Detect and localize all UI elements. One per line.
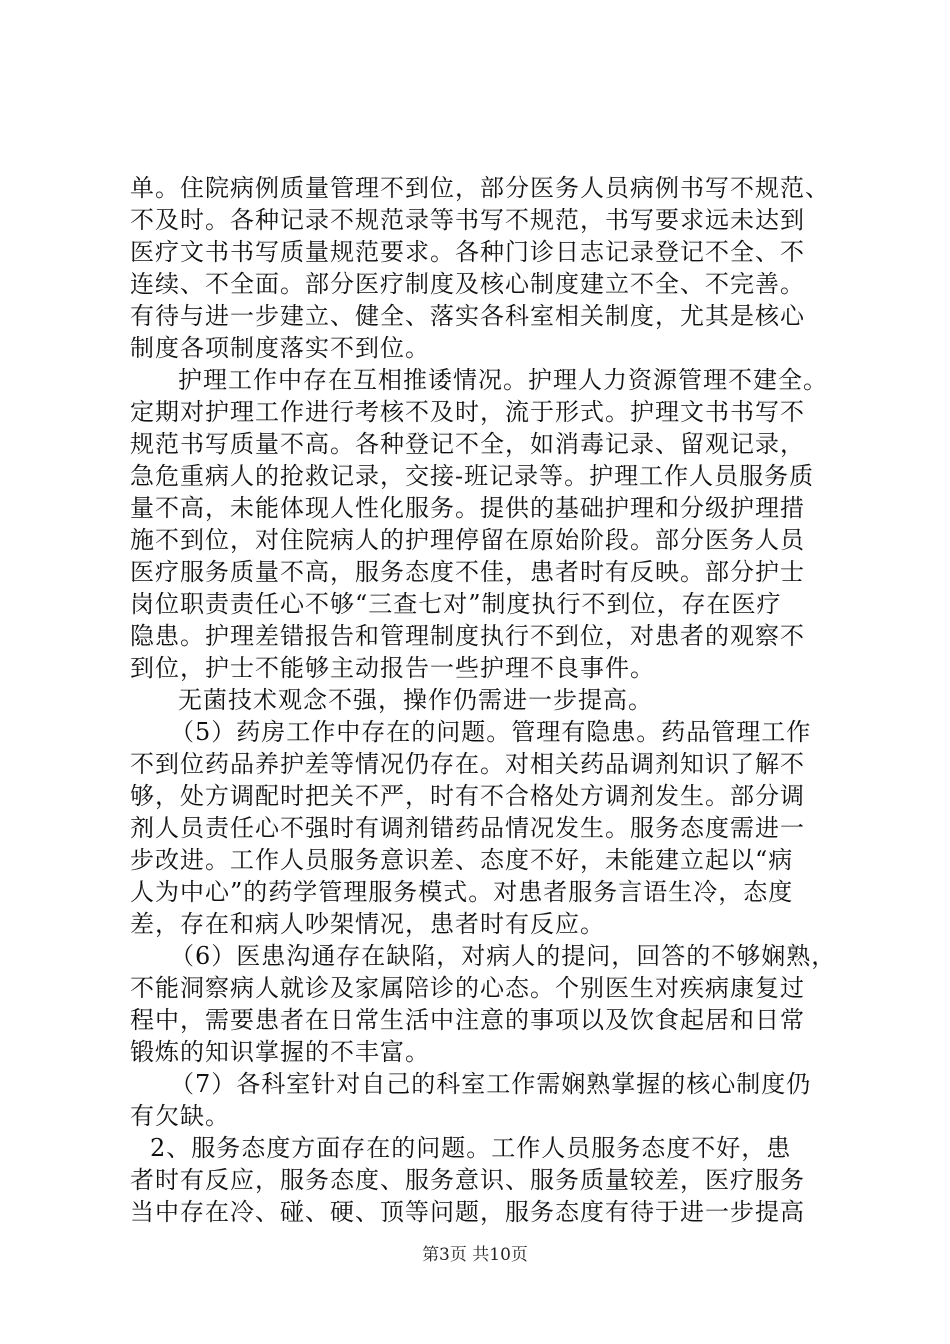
text-line: 够，处方调配时把关不严，时有不合格处方调剂发生。部分调 [130, 782, 805, 810]
paragraph-start: （6）医患沟通存在缺陷，对病人的提问，回答的不够娴熟， [170, 942, 837, 970]
paragraph-start: 护理工作中存在互相推诿情况。护理人力资源管理不建全。 [178, 366, 828, 394]
text-line: 当中存在冷、碰、硬、顶等问题，服务态度有待于进一步提高 [130, 1198, 805, 1226]
text-line: 量不高，未能体现人性化服务。提供的基础护理和分级护理措 [130, 494, 805, 522]
text-line: 急危重病人的抢救记录，交接-班记录等。护理工作人员服务质 [130, 462, 815, 490]
text-line: 剂人员责任心不强时有调剂错药品情况发生。服务态度需进一 [130, 814, 805, 842]
text-line: 者时有反应，服务态度、服务意识、服务质量较差，医疗服务 [130, 1166, 805, 1194]
page-footer: 第3页 共10页 [422, 1245, 528, 1265]
text-line: 差，存在和病人吵架情况，患者时有反应。 [130, 910, 605, 938]
paragraph-start: （5）药房工作中存在的问题。管理有隐患。药品管理工作 [170, 718, 812, 746]
text-line: 规范书写质量不高。各种登记不全，如消毒记录、留观记录， [130, 430, 805, 458]
text-line: 定期对护理工作进行考核不及时，流于形式。护理文书书写不 [130, 398, 805, 426]
text-line: 隐患。护理差错报告和管理制度执行不到位，对患者的观察不 [130, 622, 805, 650]
text-line: 单。住院病例质量管理不到位，部分医务人员病例书写不规范、 [130, 174, 830, 202]
text-line: 程中，需要患者在日常生活中注意的事项以及饮食起居和日常 [130, 1006, 805, 1034]
text-line: 有待与进一步建立、健全、落实各科室相关制度，尤其是核心 [130, 302, 805, 330]
text-line: 医疗文书书写质量规范要求。各种门诊日志记录登记不全、不 [130, 238, 805, 266]
text-line: 施不到位，对住院病人的护理停留在原始阶段。部分医务人员 [130, 526, 805, 554]
text-line: 到位，护士不能够主动报告一些护理不良事件。 [130, 654, 655, 682]
text-line: 不到位药品养护差等情况仍存在。对相关药品调剂知识了解不 [130, 750, 805, 778]
document-body [130, 172, 840, 1228]
text-line: 锻炼的知识掌握的不丰富。 [130, 1038, 430, 1066]
text-line: 步改进。工作人员服务意识差、态度不好，未能建立起以“病 [130, 846, 794, 874]
text-line: 有欠缺。 [130, 1102, 230, 1130]
paragraph-start: 无菌技术观念不强，操作仍需进一步提高。 [178, 686, 653, 714]
text-line: 医疗服务质量不高，服务态度不佳，患者时有反映。部分护士 [130, 558, 805, 586]
text-line: 不及时。各种记录不规范录等书写不规范，书写要求远未达到 [130, 206, 805, 234]
text-line: 制度各项制度落实不到位。 [130, 334, 430, 362]
paragraph-start: （7）各科室针对自己的科室工作需娴熟掌握的核心制度仍 [170, 1070, 812, 1098]
text-line: 连续、不全面。部分医疗制度及核心制度建立不全、不完善。 [130, 270, 805, 298]
paragraph-start: 2、服务态度方面存在的问题。工作人员服务态度不好，患 [150, 1134, 792, 1162]
text-line: 人为中心”的药学管理服务模式。对患者服务言语生冷，态度 [130, 878, 794, 906]
text-line: 岗位职责责任心不够“三查七对”制度执行不到位，存在医疗 [130, 590, 782, 618]
text-line: 不能洞察病人就诊及家属陪诊的心态。个别医生对疾病康复过 [130, 974, 805, 1002]
